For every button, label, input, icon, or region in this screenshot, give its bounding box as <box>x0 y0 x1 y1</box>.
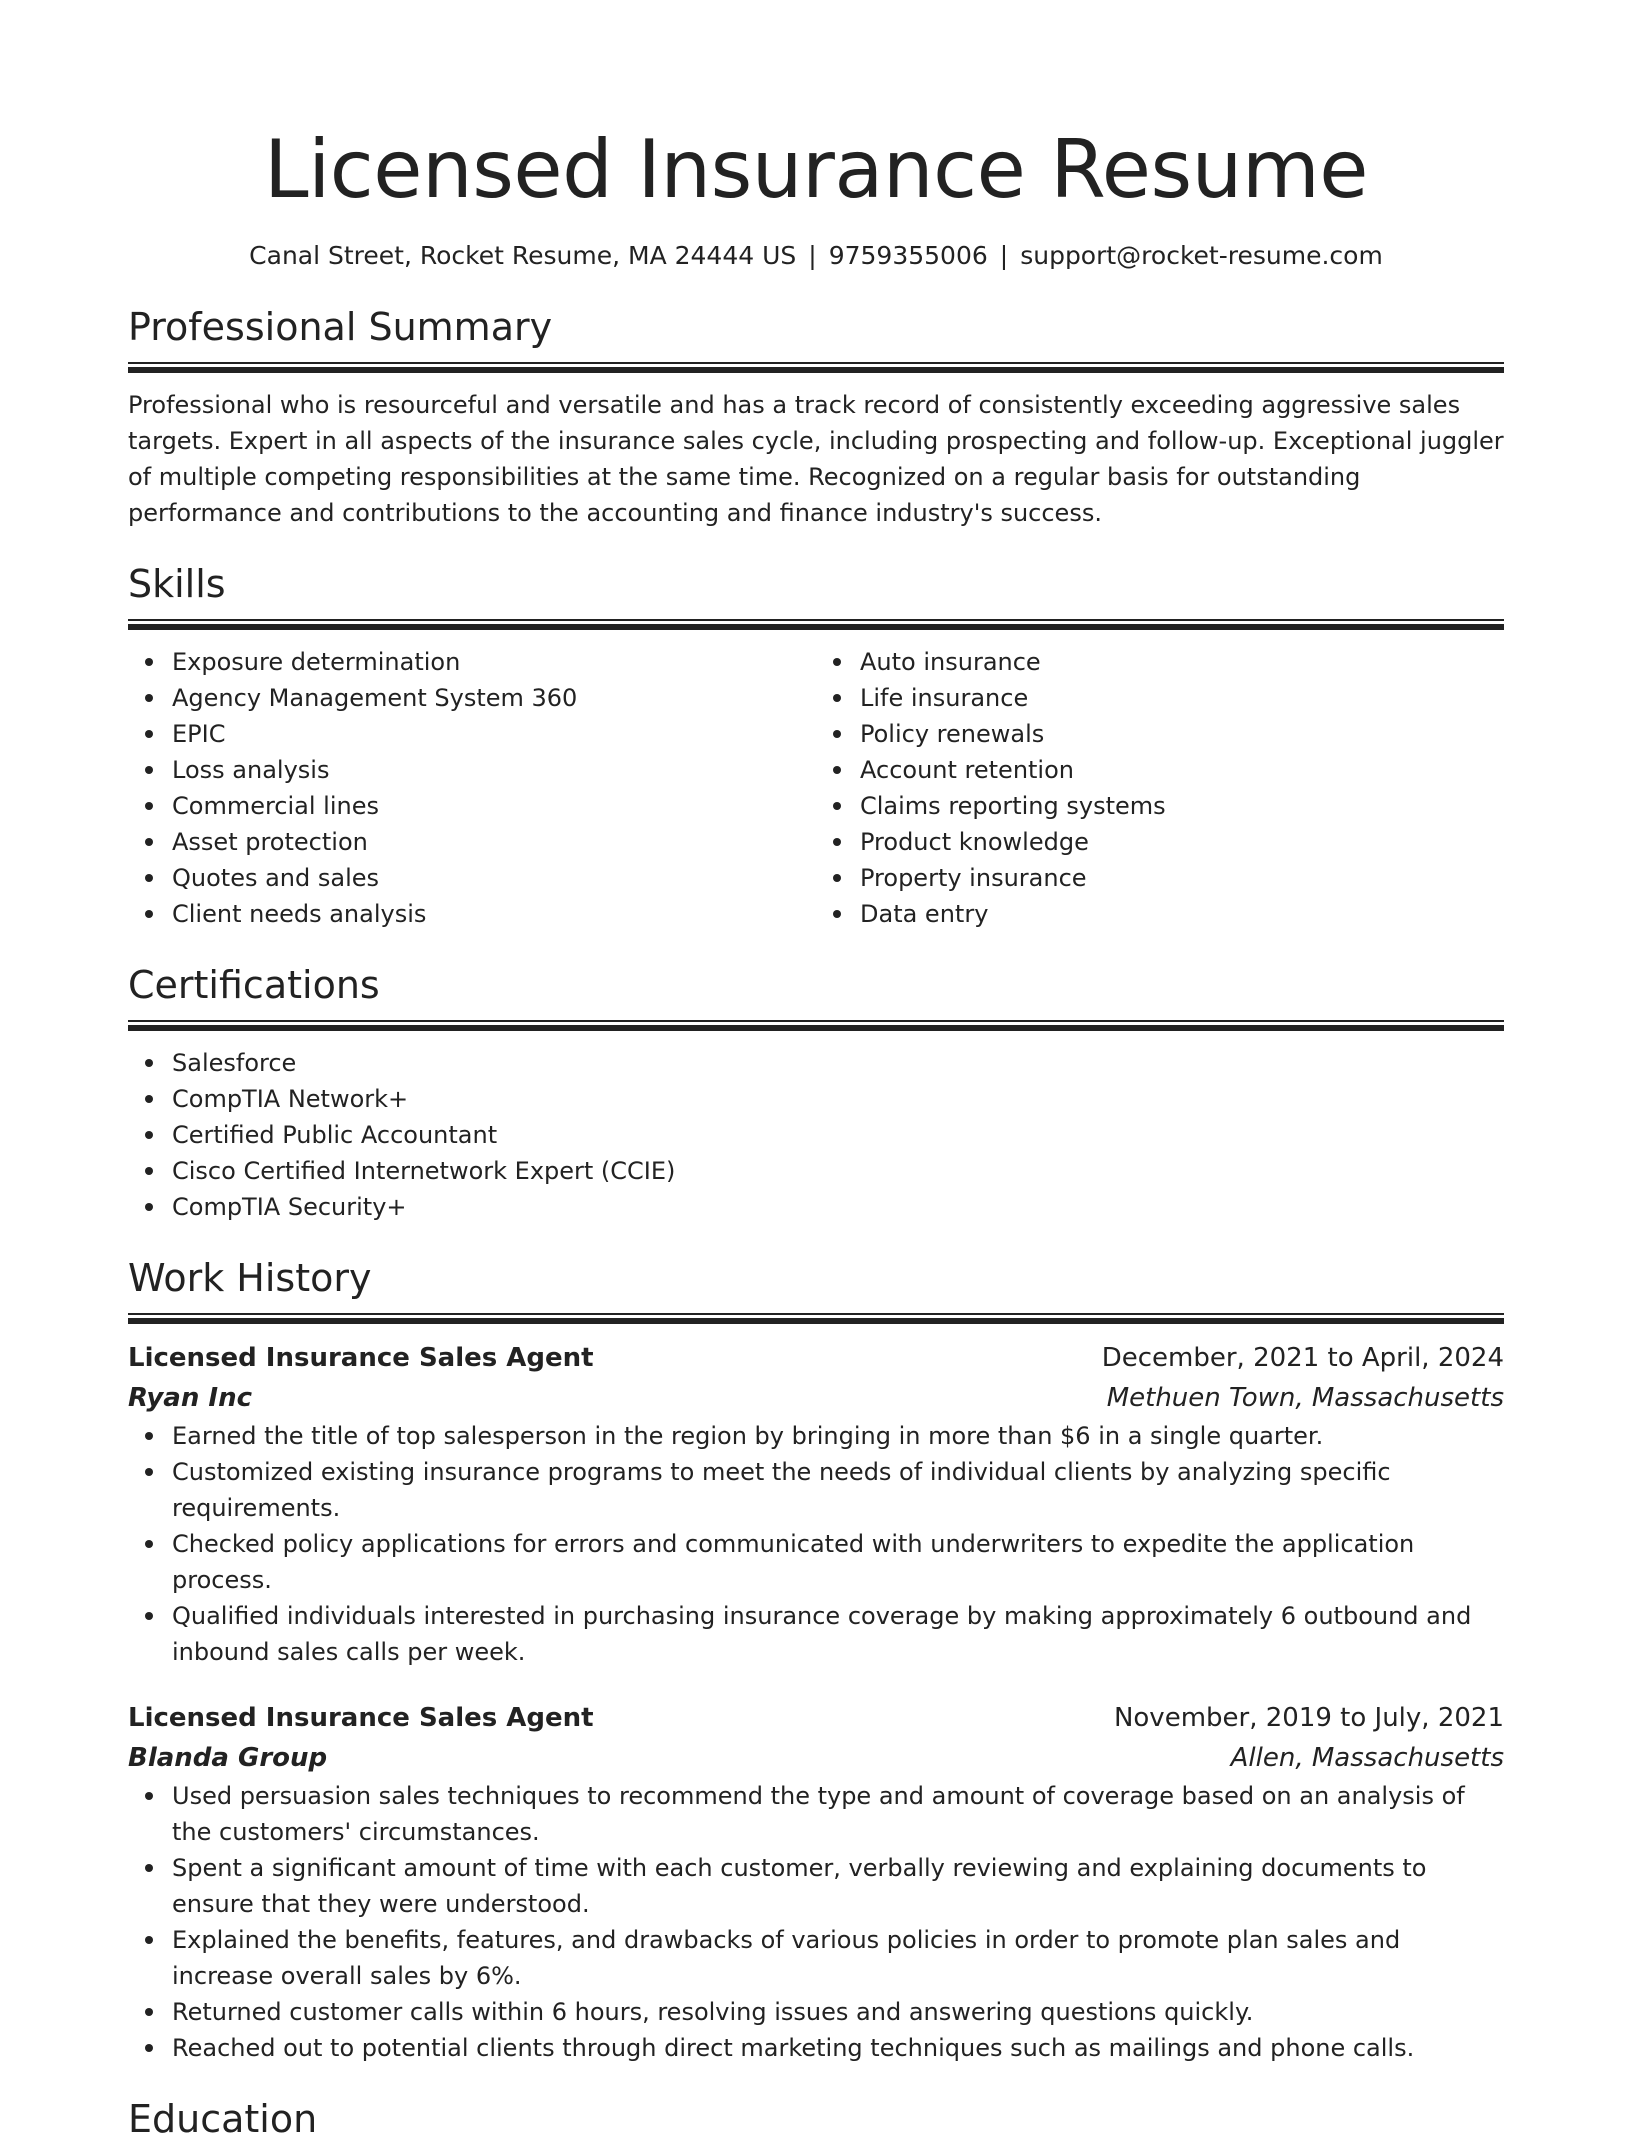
skill-item: Asset protection <box>172 824 816 860</box>
skill-item: Auto insurance <box>860 644 1504 680</box>
certification-item: CompTIA Security+ <box>172 1189 1504 1225</box>
skill-item: Claims reporting systems <box>860 788 1504 824</box>
responsibility-item: Qualified individuals interested in purchasing insurance coverage by making approximately 6 outbound and inbound sales calls per week. <box>172 1598 1504 1670</box>
certification-item: Certified Public Accountant <box>172 1117 1504 1153</box>
skill-item: EPIC <box>172 716 816 752</box>
education-heading: Education <box>128 2097 318 2141</box>
responsibility-item: Explained the benefits, features, and drawbacks of various policies in order to promote plan sales and increase overall sales by 6%. <box>172 1922 1504 1994</box>
responsibility-item: Reached out to potential clients through direct marketing techniques such as mailings and phone calls. <box>172 2030 1504 2066</box>
skill-item: Life insurance <box>860 680 1504 716</box>
education-section <box>128 2094 1504 2144</box>
summary-section <box>128 302 1504 531</box>
job-company: Ryan Inc <box>128 1383 253 1413</box>
job-responsibilities <box>128 1418 1504 1670</box>
resume-title: Licensed Insurance Resume <box>264 123 1368 216</box>
responsibility-item: Earned the title of top salesperson in the region by bringing in more than $6 in a single quarter. <box>172 1418 1504 1454</box>
work-history-heading: Work History <box>128 1256 372 1300</box>
skills-list-right <box>816 644 1504 932</box>
responsibility-item: Customized existing insurance programs to meet the needs of individual clients by analyzing specific requirements. <box>172 1454 1504 1526</box>
responsibility-item: Used persuasion sales techniques to recommend the type and amount of coverage based on an analysis of the customers' circumstances. <box>172 1778 1504 1850</box>
contact-separator: | <box>999 241 1009 270</box>
skills-list-left <box>128 644 816 932</box>
job-dates: December, 2021 to April, 2024 <box>1101 1343 1504 1373</box>
job-title: Licensed Insurance Sales Agent <box>128 1343 594 1373</box>
skills-section <box>128 559 1504 932</box>
job-company: Blanda Group <box>128 1743 328 1773</box>
job-subheader <box>128 1378 1504 1418</box>
job-entry <box>128 1698 1504 2066</box>
section-divider <box>128 619 1504 630</box>
job-entry <box>128 1338 1504 1670</box>
certification-item: CompTIA Network+ <box>172 1081 1504 1117</box>
skill-item: Loss analysis <box>172 752 816 788</box>
section-divider <box>128 1020 1504 1031</box>
summary-text: Professional who is resourceful and versatile and has a track record of consistently exceeding aggressive sales targets. Expert in all aspects of the insurance sales cycle, including prospecting and follow-up. Exceptional juggler of multiple competing responsibilities at the same time. Recognized on a regular basis for outstanding performance and contributions to the accounting and finance industry's success. <box>128 391 1504 527</box>
contact-address: Canal Street, Rocket Resume, MA 24444 US <box>249 241 797 270</box>
skill-item: Data entry <box>860 896 1504 932</box>
certifications-list <box>128 1045 1504 1225</box>
contact-separator: | <box>808 241 817 270</box>
skill-item: Commercial lines <box>172 788 816 824</box>
contact-phone: 9759355006 <box>828 241 988 270</box>
skill-item: Quotes and sales <box>172 860 816 896</box>
skill-item: Property insurance <box>860 860 1504 896</box>
skill-item: Client needs analysis <box>172 896 816 932</box>
section-divider <box>128 362 1504 373</box>
job-location: Methuen Town, Massachusetts <box>1106 1383 1504 1413</box>
certifications-section <box>128 960 1504 1225</box>
contact-line <box>128 238 1504 274</box>
job-subheader <box>128 1738 1504 1778</box>
job-location: Allen, Massachusetts <box>1230 1743 1504 1773</box>
summary-heading: Professional Summary <box>128 305 553 349</box>
work-history-section <box>128 1253 1504 2066</box>
certification-item: Salesforce <box>172 1045 1504 1081</box>
responsibility-item: Checked policy applications for errors and communicated with underwriters to expedite the application process. <box>172 1526 1504 1598</box>
skill-item: Account retention <box>860 752 1504 788</box>
certifications-heading: Certifications <box>128 963 380 1007</box>
skill-item: Agency Management System 360 <box>172 680 816 716</box>
job-header <box>128 1698 1504 1738</box>
section-divider <box>128 1313 1504 1324</box>
skill-item: Exposure determination <box>172 644 816 680</box>
certification-item: Cisco Certified Internetwork Expert (CCIE) <box>172 1153 1504 1189</box>
skill-item: Policy renewals <box>860 716 1504 752</box>
skill-item: Product knowledge <box>860 824 1504 860</box>
job-title: Licensed Insurance Sales Agent <box>128 1703 594 1733</box>
responsibility-item: Returned customer calls within 6 hours, resolving issues and answering questions quickly. <box>172 1994 1504 2030</box>
skills-heading: Skills <box>128 562 226 606</box>
contact-email[interactable]: support@rocket-resume.com <box>1020 241 1383 270</box>
job-responsibilities <box>128 1778 1504 2066</box>
responsibility-item: Spent a significant amount of time with each customer, verbally reviewing and explaining documents to ensure that they were understood. <box>172 1850 1504 1922</box>
job-dates: November, 2019 to July, 2021 <box>1113 1703 1504 1733</box>
resume-page <box>128 0 1504 2144</box>
skills-grid <box>128 644 1504 932</box>
job-header <box>128 1338 1504 1378</box>
